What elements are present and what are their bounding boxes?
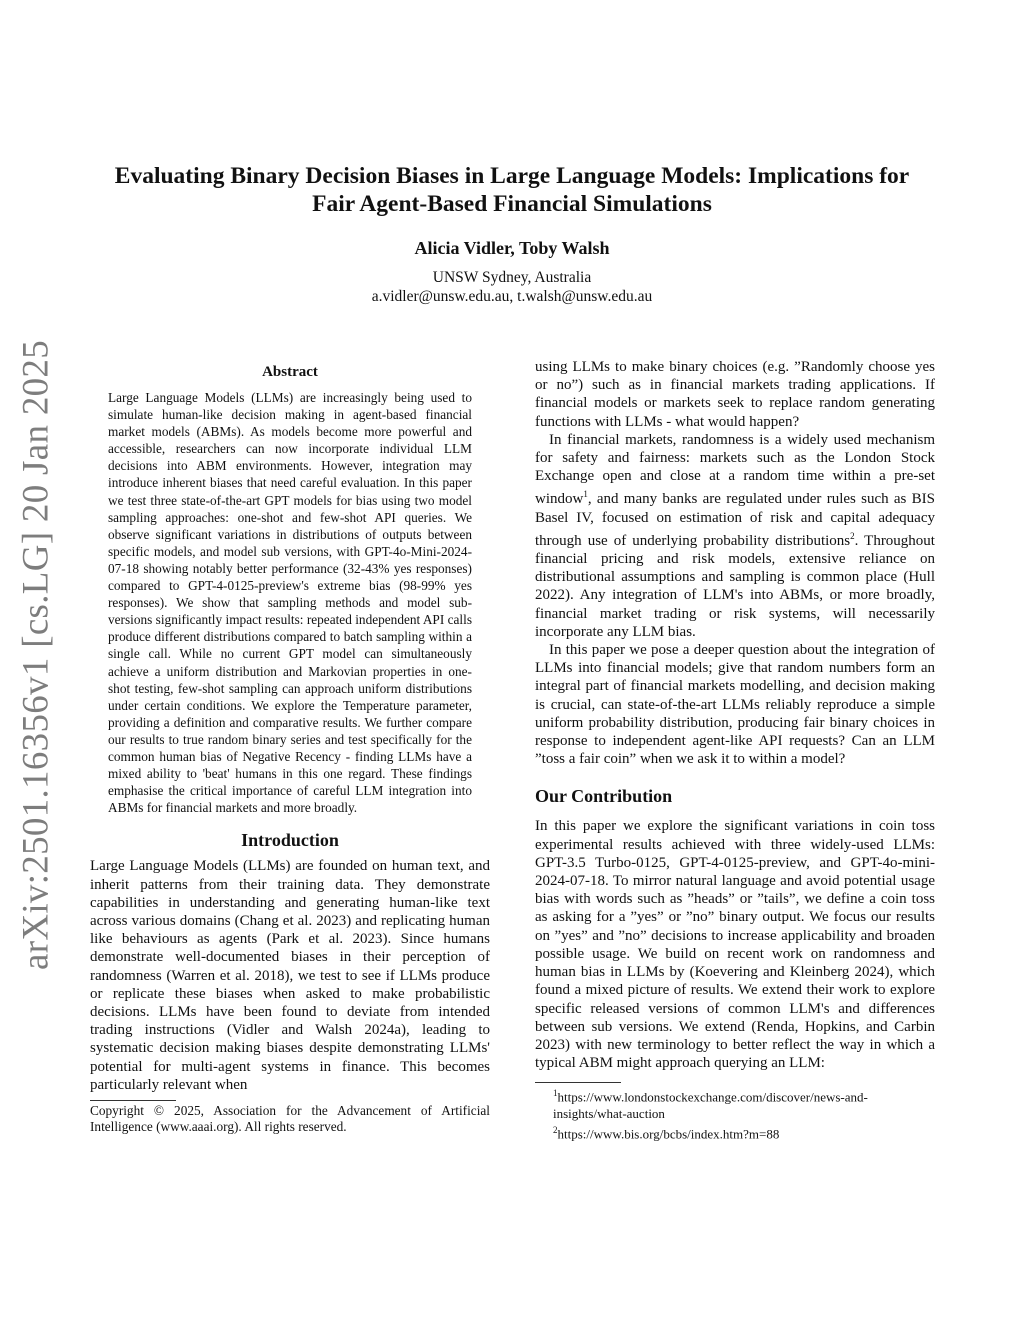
- intro-paragraph-markets: [535, 431, 935, 641]
- title-line-2: Fair Agent-Based Financial Simulations: [312, 191, 712, 217]
- arxiv-watermark: [8, 339, 64, 971]
- footnote-rule-right: [535, 1082, 621, 1083]
- footnote-ref-1[interactable]: 1: [583, 489, 588, 500]
- footnote-2: [535, 1122, 935, 1142]
- footnote-1-url[interactable]: https://www.londonstockexchange.com/discover/news-and-insights/what-auction: [553, 1089, 868, 1121]
- markets-text-a: In financial markets, randomness is a widely used mechanism for safety and fairness: markets such as the London Stock Exchange open and close at a random time within a pre-set window: [535, 431, 935, 508]
- affiliation-block: [90, 268, 934, 306]
- abstract-text: Large Language Models (LLMs) are increasingly being used to simulate human-like decision making in agent-based financial market models (ABMs). As models become more powerful and accessible, researchers can now incorporate individual LLM decisions into ABM environments. However, integration may introduce inherent biases that need careful evaluation. In this paper we test three state-of-the-art GPT models for bias using two model sampling approaches: one-shot and few-shot API queries. We observe significant variations in distributions of outputs between specific models, and model sub versions, with GPT-4o-Mini-2024-07-18 showing notably better performance (32-43% yes responses) compared to GPT-4-0125-preview's extreme bias (98-99% yes responses). We show that sampling methods and model sub-versions significantly impact results: repeated independent API calls produce different distributions compared to batch sampling within a single call. While no current GPT model can simultaneously achieve a uniform distribution and Markovian properties in one-shot testing, few-shot sampling can approach uniform distributions under certain conditions. We explore the Temperature parameter, providing a definition and comparative results. We further compare our results to true random binary series and test specifically for the common human bias of Negative Recency - finding LLMs have a mixed ability to 'beat' humans in this one regard. These findings emphasise the critical importance of careful LLM integration into ABMs for financial markets and more broadly.: [108, 390, 472, 816]
- abstract-heading: Abstract: [262, 364, 318, 380]
- markets-text-b: , and many banks are regulated under rules such as BIS Basel IV, focused on estimation of risk and capital adequacy through use of underlying probability distributions: [535, 491, 935, 549]
- intro-paragraph-continued: using LLMs to make binary choices (e.g. ”Randomly choose yes or no”) such as in financial markets trading applications. If financial models or markets seek to replace random generating functions with LLMs - what would happen?: [535, 359, 935, 430]
- author-emails: a.vidler@unsw.edu.au, t.walsh@unsw.edu.au: [371, 288, 653, 305]
- footnote-1: [535, 1085, 935, 1121]
- markets-text-c: . Throughout financial pricing and risk models, extensive reliance on distributional assumptions and sampling is common place (Hull 2022). Any integration of LLM's into ABMs, or more broadly, financial market trading or risk systems, will necessarily incorporate any LLM bias.: [535, 532, 935, 640]
- contribution-heading: Our Contribution: [535, 786, 673, 807]
- introduction-paragraph: Large Language Models (LLMs) are founded on human text, and inherit patterns from their training data. They demonstrate capabilities in understanding and generating human-like text across various domains (Chang et al. 2023) and replicating human like behaviours as agents (Park et al. 2023). Since humans demonstrate well-documented biases in their perception of randomness (Warren et al. 2018), we test to see if LLMs produce or replicate these biases when asked to make probabilistic decisions. LLMs have been found to deviate from intended trading instructions (Vidler and Walsh 2024a), leading to systematic decision making biases despite demonstrating LLMs' potential for multi-agent systems in finance. This becomes particularly relevant when: [90, 858, 490, 1093]
- footnote-2-mark: 2: [553, 1124, 558, 1135]
- left-column: [90, 364, 490, 1136]
- contribution-paragraph: In this paper we explore the significant variations in coin toss experimental results achieved with three widely-used LLMs: GPT-3.5 Turbo-0125, GPT-4-0125-preview, and GPT-4o-mini-2024-07-18. To mirror natural language and avoid potential usage bias with words such as ”heads” or ”tails”, we define a coin toss as asking for a ”yes” or ”no” binary output. We focus our results on ”yes” and ”no” decisions to increase applicability and broaden possible usage. We build on recent work on randomness and human bias in LLMs by (Koevering and Kleinberg 2024), which found a mixed picture of results. We extend their work to explore specific released versions of common LLM's and differences between sub versions. We extend (Renda, Hopkins, and Carbin 2023) with new terminology to better reflect the way in which a typical ABM might approach querying an LLM:: [535, 818, 935, 1072]
- intro-paragraph-question: In this paper we pose a deeper question about the integration of LLMs into financial models; give that random numbers form an integral part of financial markets modelling, and decision making is crucial, can state-of-the-art LLMs reliably reproduce a simple uniform probability distribution, producing fair binary choices in response to independent agent-like API requests? Can an LLM ”toss a fair coin” when we ask it to within a model?: [535, 642, 935, 768]
- footnote-1-mark: 1: [553, 1088, 558, 1099]
- right-column: [535, 358, 935, 1142]
- arxiv-id: arXiv:2501.16356v1 [cs.LG] 20 Jan 2025: [15, 339, 57, 971]
- footnote-ref-2[interactable]: 2: [850, 530, 855, 541]
- footnote-2-url[interactable]: https://www.bis.org/bcbs/index.htm?m=88: [557, 1125, 780, 1141]
- introduction-heading: Introduction: [241, 830, 339, 851]
- footnote-rule: [90, 1100, 176, 1101]
- copyright-notice: Copyright © 2025, Association for the Advancement of Artificial Intelligence (www.aaai.org). All rights reserved.: [90, 1102, 490, 1135]
- paper-title: [90, 162, 934, 218]
- title-line-1: Evaluating Binary Decision Biases in Large Language Models: Implications for: [114, 163, 910, 189]
- authors: Alicia Vidler, Toby Walsh: [414, 238, 610, 258]
- affiliation: UNSW Sydney, Australia: [432, 269, 592, 286]
